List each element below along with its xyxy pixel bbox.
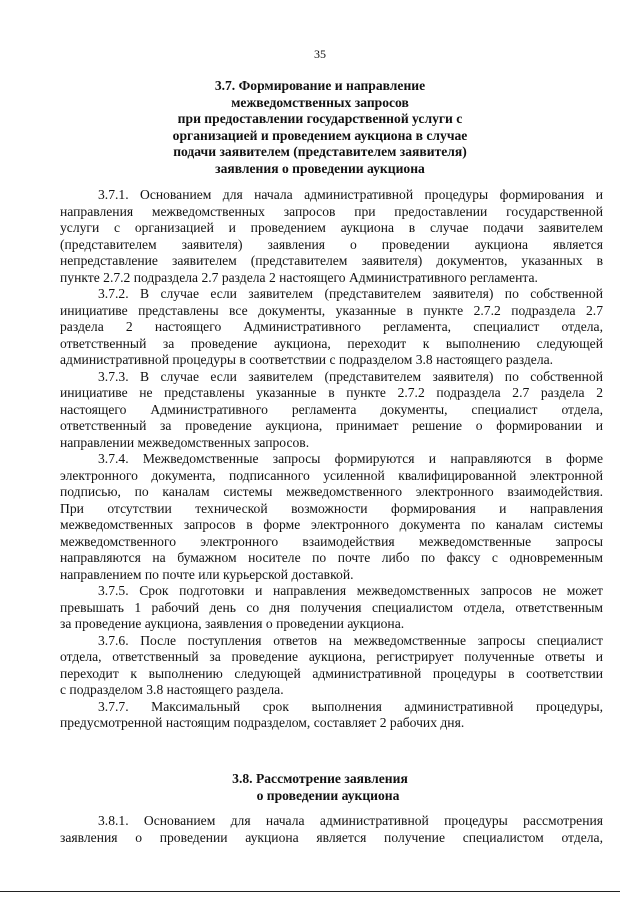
heading-line: межведомственных запросов <box>231 94 409 110</box>
text-line: 3.7.4. Межведомственные запросы формируются и направляются в форме <box>98 451 603 466</box>
section-3-7-heading <box>0 78 640 177</box>
text-line: 3.8.1. Основанием для начала административной процедуры рассмотрения <box>98 813 603 828</box>
text-line: 3.7.6. После поступления ответов на межведомственные запросы специалист <box>98 632 603 648</box>
text-line: услуги с организацией и проведением аукциона в случае подачи заявителем <box>60 220 603 235</box>
text-line: раздела 2 настоящего Административного регламента, специалист отдела, <box>60 319 603 334</box>
heading-line: 3.7. Формирование и направление <box>214 78 426 93</box>
text-line: инициативе представлены все документы, указанные в пункте 2.7.2 подраздела 2.7 <box>60 302 603 318</box>
text-line: непредставление заявителем (представителем заявителя) документов, указанных в <box>60 253 603 268</box>
paragraph-3-7-2 <box>60 286 603 369</box>
paragraph-3-7-5 <box>60 583 603 633</box>
heading-line: при предоставлении государственной услуги с <box>177 111 463 126</box>
text-line: межведомственных запросов в форме электронного документа по каналам системы <box>60 517 603 532</box>
heading-line: организацией и проведением аукциона в случае <box>172 127 468 143</box>
text-line: административной процедуры в соответствии с подразделом 3.8 настоящего раздела. <box>60 352 554 367</box>
heading-line: заявления о проведении аукциона <box>215 160 425 176</box>
paragraph-3-8-1 <box>60 813 603 846</box>
text-line: направлении межведомственных запросов. <box>60 434 310 450</box>
text-line: 3.7.5. Срок подготовки и направления межведомственных запросов не может <box>98 583 603 598</box>
text-line: превышать 1 рабочий день со дня получения специалистом отдела, ответственным <box>60 599 603 615</box>
text-line: переходит к выполнению следующей административной процедуры в соответствии <box>60 665 603 681</box>
heading-line: о проведении аукциона <box>256 787 400 803</box>
footer-rule <box>0 891 620 892</box>
text-line: отдела, ответственный за проведение аукциона, регистрирует полученные ответы и <box>60 649 603 664</box>
text-line: 3.7.7. Максимальный срок выполнения административной процедуры, <box>98 698 603 714</box>
paragraph-3-7-3 <box>60 369 603 452</box>
text-line: с подразделом 3.8 настоящего раздела. <box>60 682 284 697</box>
paragraph-3-7-7 <box>60 699 603 732</box>
text-line: 3.7.1. Основанием для начала административной процедуры формирования и <box>98 187 603 202</box>
heading-line: подачи заявителем (представителем заявителя) <box>173 144 467 159</box>
text-line: направления межведомственных запросов при предоставлении государственной <box>60 203 603 219</box>
text-line: 3.7.2. В случае если заявителем (представителем заявителя) по собственной <box>98 286 603 301</box>
text-line: (представителем заявителя) заявления о проведении аукциона является <box>60 236 603 252</box>
text-line: ответственный за проведение аукциона, переходит к выполнению следующей <box>60 335 603 351</box>
paragraph-3-7-6 <box>60 633 603 699</box>
text-line: инициативе не представлены указанные в пункте 2.7.2 подраздела 2.7 раздела 2 <box>60 385 603 400</box>
text-line: направляются на бумажном носителе по почте либо по факсу с одновременным <box>60 550 603 565</box>
section-3-8-body <box>60 813 603 846</box>
text-line: за проведение аукциона, заявления о проведении аукциона. <box>60 616 405 631</box>
text-line: настоящего Административного регламента документы, специалист отдела, <box>60 401 603 417</box>
text-line: При отсутствии технической возможности формирования и направления <box>60 500 603 516</box>
page-number: 35 <box>314 47 326 61</box>
text-line: электронного документа, подписанного усиленной квалифицированной электронной <box>60 467 603 483</box>
text-line: подписью, по каналам системы межведомственного электронного взаимодействия. <box>60 484 603 499</box>
text-line: 3.7.3. В случае если заявителем (представителем заявителя) по собственной <box>98 368 603 384</box>
paragraph-3-7-1 <box>60 187 603 286</box>
text-line: пункте 2.7.2 подраздела 2.7 раздела 2 настоящего Административного регламента. <box>60 269 538 285</box>
text-line: ответственный за проведение аукциона, принимает решение о формировании и <box>60 418 603 433</box>
section-3-8-heading <box>0 771 640 804</box>
text-line: заявления о проведении аукциона является получение специалистом отдела, <box>60 829 603 845</box>
text-line: направлением по почте или курьерской доставкой. <box>60 566 354 582</box>
paragraph-3-7-4 <box>60 451 603 583</box>
heading-line: 3.8. Рассмотрение заявления <box>232 771 408 786</box>
section-3-7-body <box>60 187 603 732</box>
text-line: предусмотренной настоящим подразделом, составляет 2 рабочих дня. <box>60 715 465 730</box>
text-line: межведомственного электронного взаимодействия межведомственные запросы <box>60 533 603 549</box>
